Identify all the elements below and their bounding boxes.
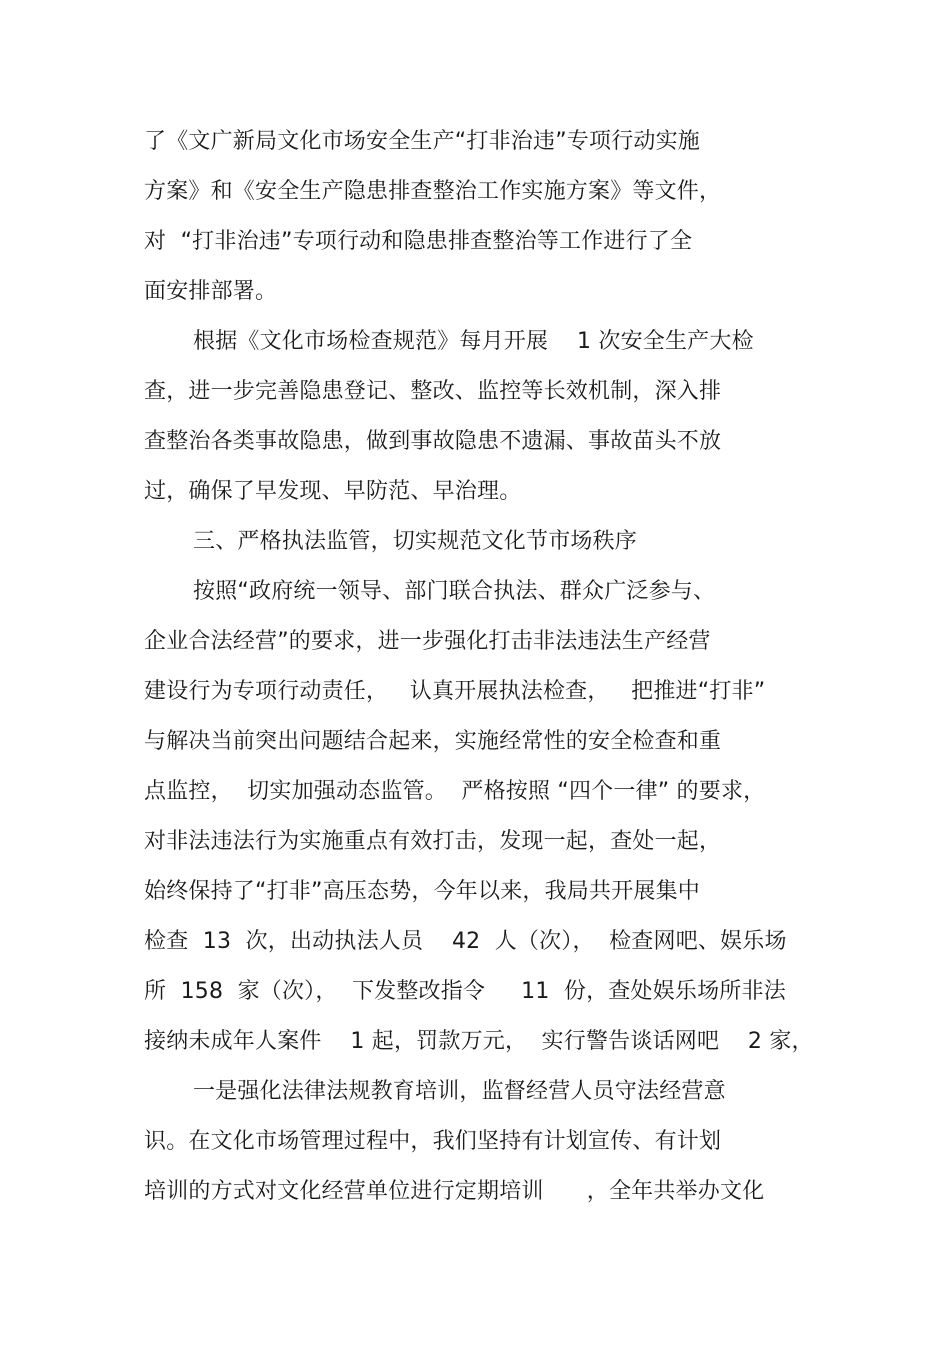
text-line: 对 “打非治违”专项行动和隐患排查整治等工作进行了全: [144, 229, 693, 254]
section-heading: 三、严格执法监管，切实规范文化节市场秩序: [193, 529, 638, 554]
text-line: 建设行为专项行动责任， 认真开展执法检查， 把推进“打非”: [144, 679, 766, 704]
text-line: 识。在文化市场管理过程中，我们坚持有计划宣传、有计划: [144, 1129, 722, 1154]
text-line: 过，确保了早发现、早防范、早治理。: [144, 479, 522, 504]
text-line: 检查 13 次，出动执法人员 42 人（次）， 检查网吧、娱乐场: [144, 929, 787, 954]
text-line: 根据《文化市场检查规范》每月开展 1 次安全生产大检: [193, 329, 754, 354]
text-line: 按照“政府统一领导、部门联合执法、群众广泛参与、: [193, 579, 716, 604]
text-line: 方案》和《安全生产隐患排查整治工作实施方案》等文件，: [144, 179, 722, 204]
text-line: 点监控， 切实加强动态监管。 严格按照 “四个一律” 的要求，: [144, 779, 766, 804]
text-line: 企业合法经营”的要求，进一步强化打击非法违法生产经营: [144, 629, 711, 654]
text-line: 所 158 家（次）， 下发整改指令 11 份，查处娱乐场所非法: [144, 979, 786, 1004]
text-line: 对非法违法行为实施重点有效打击，发现一起，查处一起，: [144, 829, 722, 854]
text-line: 培训的方式对文化经营单位进行定期培训 ，全年共举办文化: [144, 1179, 765, 1204]
text-line: 始终保持了“打非”高压态势，今年以来，我局共开展集中: [144, 879, 700, 904]
text-line: 了《文广新局文化市场安全生产“打非治违”专项行动实施: [144, 129, 700, 154]
text-line: 与解决当前突出问题结合起来，实施经常性的安全检查和重: [144, 729, 722, 754]
text-line: 一是强化法律法规教育培训，监督经营人员守法经营意: [193, 1079, 726, 1104]
text-line: 查，进一步完善隐患登记、整改、监控等长效机制，深入排: [144, 379, 722, 404]
text-line: 接纳未成年人案件 1 起，罚款万元， 实行警告谈话网吧 2 家，: [144, 1029, 814, 1054]
text-line: 面安排部署。: [144, 279, 278, 304]
text-line: 查整治各类事故隐患，做到事故隐患不遗漏、事故苗头不放: [144, 429, 722, 454]
